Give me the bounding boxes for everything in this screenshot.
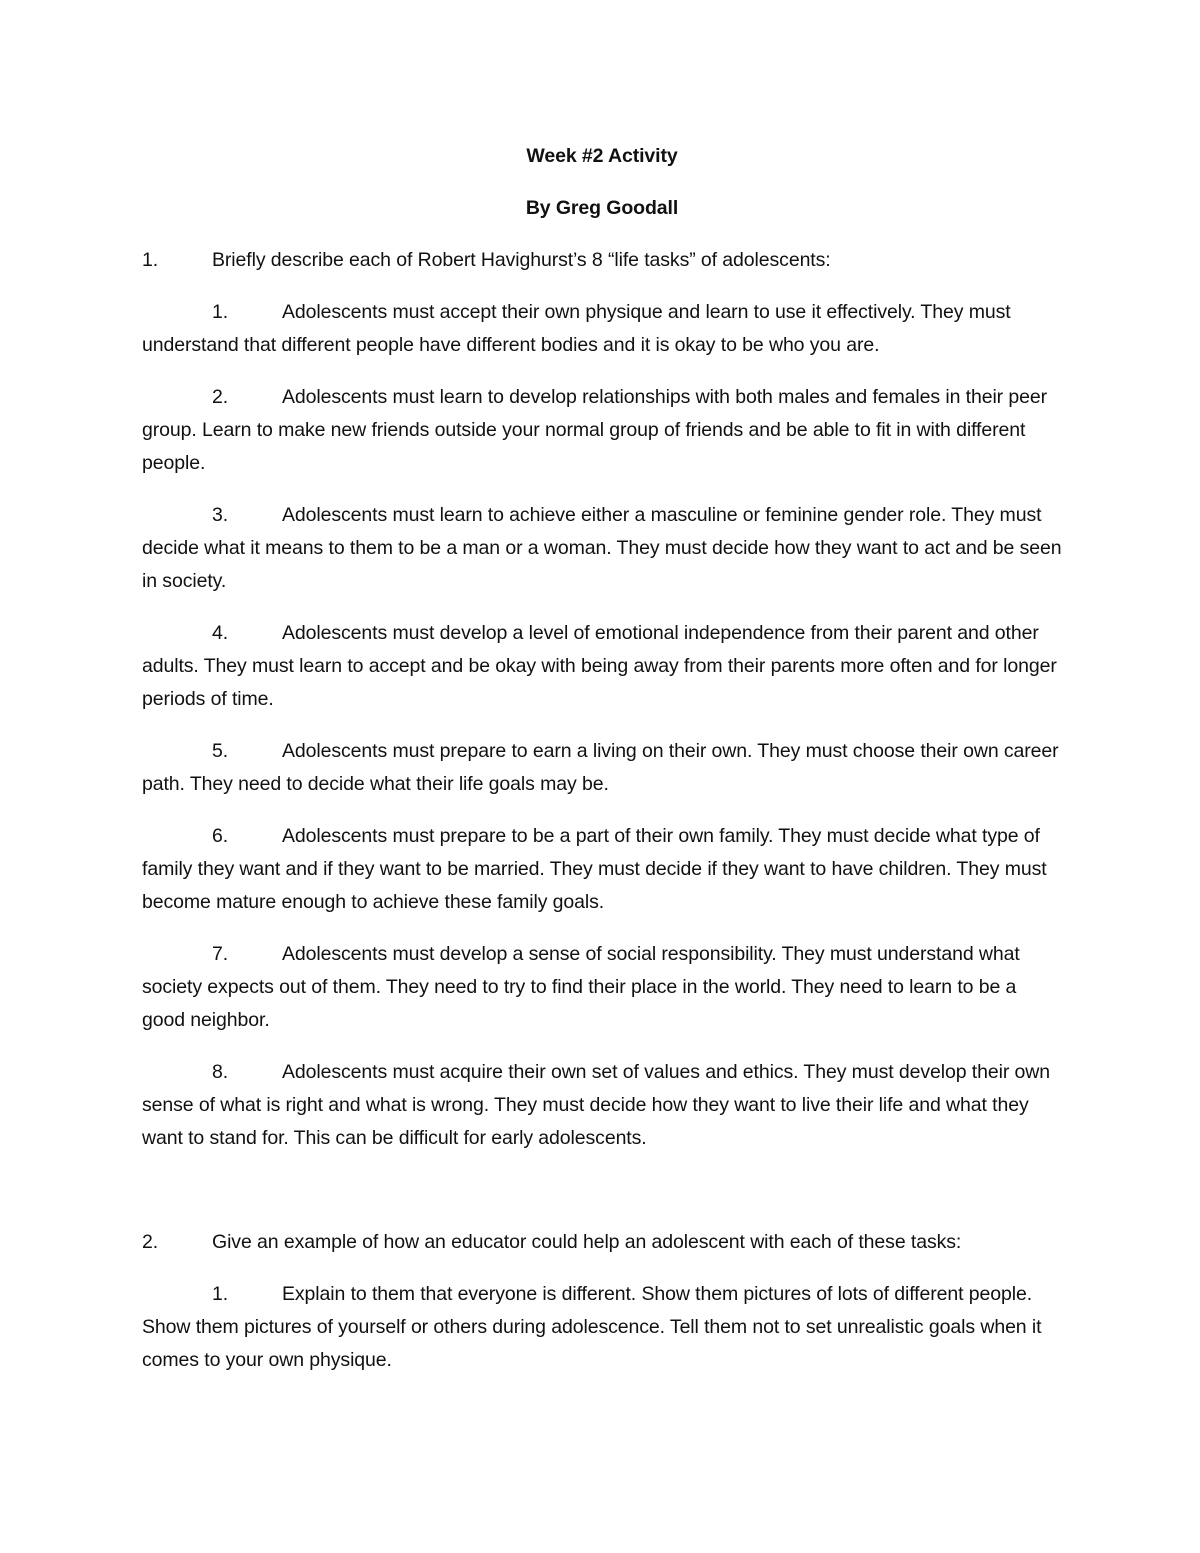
answer-1-item xyxy=(142,381,1062,480)
answer-1-item-text: Adolescents must learn to develop relationships with both males and females in their peer group. Learn to make new friends outside your normal group of friends and be able to fit in with different people. xyxy=(142,386,1048,474)
answer-1-item-number: 6. xyxy=(212,825,229,847)
answer-1-item-number: 2. xyxy=(212,386,229,408)
answer-1-item xyxy=(142,617,1062,716)
answer-1-item-text: Adolescents must prepare to be a part of their own family. They must decide what type of family they want and if they want to be married. They must decide if they want to have children. They must become mature enough to achieve these family goals. xyxy=(142,825,1047,913)
answer-2-item-number: 1. xyxy=(212,1283,229,1305)
answer-1-item-number: 3. xyxy=(212,504,229,526)
answer-1-item-text: Adolescents must acquire their own set of values and ethics. They must develop their own sense of what is right and what is wrong. They must decide how they want to live their life and what they want to stand for. This can be difficult for early adolescents. xyxy=(142,1061,1051,1149)
document-title: Week #2 Activity xyxy=(526,145,678,167)
document-author: By Greg Goodall xyxy=(525,197,679,219)
answer-1-item-number: 4. xyxy=(212,622,229,644)
answer-1-item xyxy=(142,1056,1062,1155)
question-2 xyxy=(142,1226,1062,1259)
document-body xyxy=(142,140,1062,1396)
answer-2-item xyxy=(142,1278,1062,1377)
answer-1-item xyxy=(142,938,1062,1037)
question-1-prompt: Briefly describe each of Robert Havighurst’s 8 “life tasks” of adolescents: xyxy=(212,249,831,271)
answer-1-item-text: Adolescents must learn to achieve either a masculine or feminine gender role. They must decide what it means to them to be a man or a woman. They must decide how they want to act and be seen in society. xyxy=(142,504,1062,592)
question-2-prompt: Give an example of how an educator could help an adolescent with each of these tasks: xyxy=(212,1231,962,1253)
answer-1-item-text: Adolescents must prepare to earn a living on their own. They must choose their own career path. They need to decide what their life goals may be. xyxy=(142,740,1059,795)
answer-1-item xyxy=(142,296,1062,362)
section-spacer xyxy=(142,1174,1062,1226)
answer-1-item-number: 8. xyxy=(212,1061,229,1083)
answer-1-item xyxy=(142,735,1062,801)
answer-1-item-text: Adolescents must accept their own physique and learn to use it effectively. They must understand that different people have different bodies and it is okay to be who you are. xyxy=(142,301,1011,356)
question-1-number: 1. xyxy=(142,249,159,271)
answer-1-item-number: 5. xyxy=(212,740,229,762)
answer-1-item-number: 1. xyxy=(212,301,229,323)
answer-1-item xyxy=(142,499,1062,598)
answer-1-item-text: Adolescents must develop a sense of social responsibility. They must understand what society expects out of them. They need to try to find their place in the world. They need to learn to be a good neighbor. xyxy=(142,943,1020,1031)
question-2-number: 2. xyxy=(142,1231,159,1253)
answer-1-item xyxy=(142,820,1062,919)
answer-1-item-text: Adolescents must develop a level of emotional independence from their parent and other adults. They must learn to accept and be okay with being away from their parents more often and for longer periods of time. xyxy=(142,622,1057,710)
answer-1-item-number: 7. xyxy=(212,943,229,965)
question-1 xyxy=(142,244,1062,277)
answer-2-item-text: Explain to them that everyone is different. Show them pictures of lots of different people. Show them pictures of yourself or others during adolescence. Tell them not to set unrealistic goals when it comes to your own physique. xyxy=(142,1283,1042,1371)
